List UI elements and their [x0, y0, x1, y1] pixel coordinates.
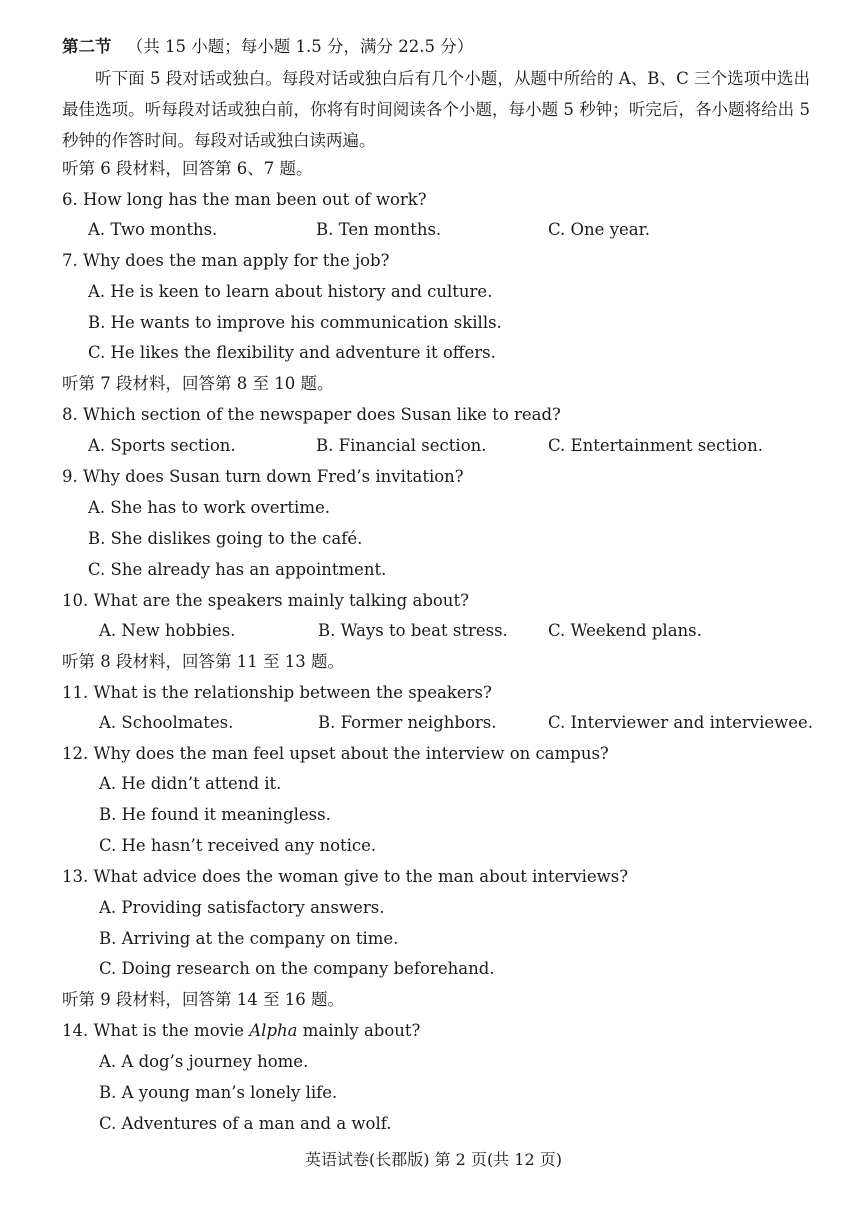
option-7c: C. He likes the flexibility and adventure it offers.: [88, 343, 496, 362]
question-13: [62, 866, 628, 888]
question-14: [62, 1020, 420, 1042]
group-heading: 听第 9 段材料，回答第 14 至 16 题。: [62, 990, 344, 1009]
option-14a: A. A dog’s journey home.: [99, 1052, 309, 1071]
question-text-before: What is the movie: [93, 1021, 250, 1040]
question-11: [62, 682, 492, 704]
option-13a: A. Providing satisfactory answers.: [99, 898, 385, 917]
question-number: 12.: [62, 744, 89, 763]
instructions: 听下面 5 段对话或独白。每段对话或独白后有几个小题，从题中所给的 A、B、C 三个选项中选出最佳选项。听每段对话或独白前，你将有时间阅读各个小题，每小题 5 秒钟；听完后，各小题将给出 5 秒钟的作答时间。每段对话或独白读两遍。: [62, 69, 810, 150]
question-number: 10.: [62, 591, 89, 610]
option-14b: B. A young man’s lonely life.: [99, 1083, 338, 1102]
question-7: [62, 250, 389, 272]
option-10c: C. Weekend plans.: [548, 621, 702, 640]
section-title: 第二节: [62, 37, 112, 56]
section-rule: （共 15 小题；每小题 1.5 分，满分 22.5 分）: [126, 37, 474, 56]
option-7b: B. He wants to improve his communication skills.: [88, 313, 502, 332]
option-6b: B. Ten months.: [316, 220, 442, 239]
option-8b: B. Financial section.: [316, 436, 487, 455]
question-8: [62, 404, 561, 426]
question-number: 8.: [62, 405, 78, 424]
option-6a: A. Two months.: [88, 220, 218, 239]
option-8a: A. Sports section.: [88, 436, 236, 455]
option-9a: A. She has to work overtime.: [88, 498, 330, 517]
question-number: 14.: [62, 1021, 89, 1040]
option-7a: A. He is keen to learn about history and culture.: [88, 282, 493, 301]
page-footer: 英语试卷(长郡版) 第 2 页(共 12 页): [305, 1150, 562, 1169]
option-13b: B. Arriving at the company on time.: [99, 929, 399, 948]
option-13c: C. Doing research on the company beforehand.: [99, 959, 495, 978]
movie-title: Alpha: [249, 1021, 298, 1040]
question-text: What is the relationship between the speakers?: [93, 683, 492, 702]
option-8c: C. Entertainment section.: [548, 436, 763, 455]
question-number: 7.: [62, 251, 78, 270]
question-number: 13.: [62, 867, 89, 886]
option-9b: B. She dislikes going to the café.: [88, 529, 363, 548]
option-9c: C. She already has an appointment.: [88, 560, 387, 579]
option-11b: B. Former neighbors.: [318, 713, 497, 732]
question-text: How long has the man been out of work?: [83, 190, 427, 209]
section-header: [62, 36, 473, 58]
question-12: [62, 743, 609, 765]
option-12a: A. He didn’t attend it.: [99, 774, 282, 793]
question-9: [62, 466, 464, 488]
question-number: 9.: [62, 467, 78, 486]
question-text: Why does the man feel upset about the interview on campus?: [93, 744, 609, 763]
option-10b: B. Ways to beat stress.: [318, 621, 508, 640]
option-11a: A. Schoolmates.: [99, 713, 234, 732]
question-6: [62, 189, 427, 211]
group-heading: 听第 7 段材料，回答第 8 至 10 题。: [62, 374, 334, 393]
question-text-after: mainly about?: [297, 1021, 421, 1040]
question-number: 11.: [62, 683, 89, 702]
question-10: [62, 590, 469, 612]
question-text: Why does Susan turn down Fred’s invitation?: [83, 467, 464, 486]
question-text: What advice does the woman give to the man about interviews?: [93, 867, 629, 886]
question-text: What are the speakers mainly talking about?: [93, 591, 469, 610]
group-heading: 听第 8 段材料，回答第 11 至 13 题。: [62, 652, 344, 671]
option-12c: C. He hasn’t received any notice.: [99, 836, 377, 855]
option-11c: C. Interviewer and interviewee.: [548, 713, 814, 732]
group-heading: 听第 6 段材料，回答第 6、7 题。: [62, 159, 313, 178]
question-text: Why does the man apply for the job?: [83, 251, 390, 270]
option-10a: A. New hobbies.: [99, 621, 236, 640]
option-6c: C. One year.: [548, 220, 650, 239]
question-text: Which section of the newspaper does Susan like to read?: [83, 405, 561, 424]
option-14c: C. Adventures of a man and a wolf.: [99, 1114, 392, 1133]
question-number: 6.: [62, 190, 78, 209]
option-12b: B. He found it meaningless.: [99, 805, 331, 824]
